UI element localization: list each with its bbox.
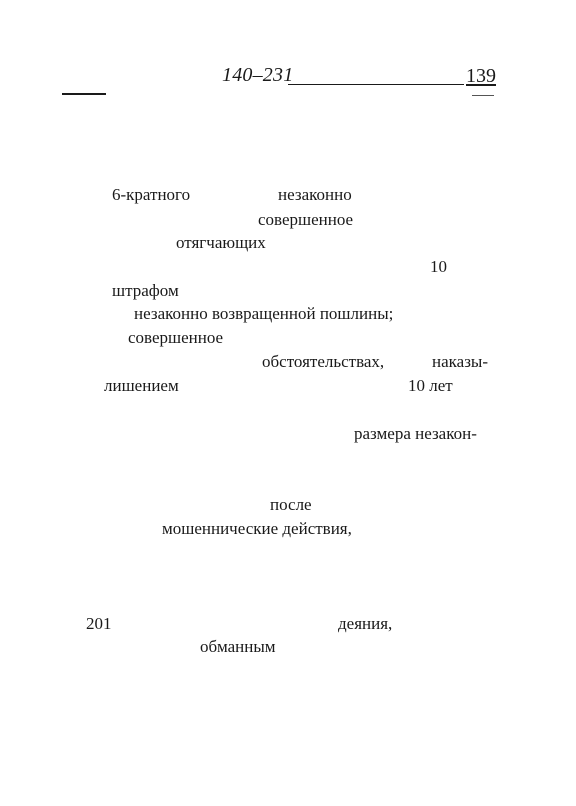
text-fragment: незаконно возвращенной пошлины; [134, 304, 394, 323]
text-fragment: совершенное [258, 210, 354, 229]
text-fragment: лишением [104, 376, 179, 395]
text-fragment: деяния, [338, 614, 393, 633]
text-fragment: наказы- [432, 352, 488, 371]
text-fragment: отягчающих [176, 233, 266, 252]
article-range: 140–231 [222, 64, 294, 86]
text-fragment: 201 [86, 614, 112, 633]
text-fragment: обстоятельствах, [262, 352, 385, 371]
margin-dash [62, 93, 106, 95]
text-fragment: незаконно [278, 185, 352, 204]
text-fragment: совершенное [128, 328, 224, 347]
text-fragment: 10 [430, 257, 447, 276]
text-fragment: обманным [200, 637, 276, 656]
text-fragment: 10 лет [408, 376, 453, 395]
text-fragment: 6-кратного [112, 185, 191, 204]
text-fragment: после [270, 495, 312, 514]
text-fragment: штрафом [112, 281, 179, 300]
text-fragment: размера незакон- [354, 424, 477, 443]
page-number-dash [472, 95, 494, 96]
header-rule [288, 84, 464, 85]
page-number: 139 [466, 65, 496, 87]
text-fragment: мошеннические действия, [162, 519, 352, 538]
